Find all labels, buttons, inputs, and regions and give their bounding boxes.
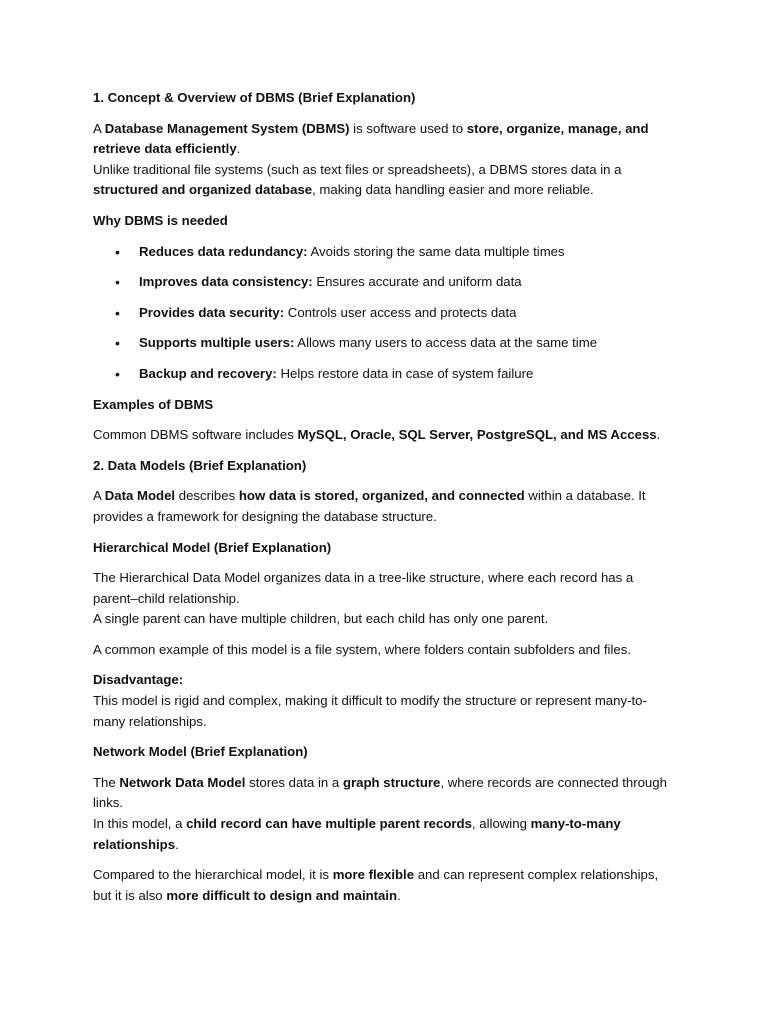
bold-run: more difficult to design and maintain xyxy=(166,887,398,903)
hierarchical-p2: A single parent can have multiple children, but each child has only one parent. xyxy=(93,611,549,627)
text-run: stores data in a xyxy=(245,774,343,790)
bold-run: Data Model xyxy=(104,488,176,504)
bold-run: more flexible xyxy=(332,867,415,883)
list-item xyxy=(93,303,678,324)
text-run: . xyxy=(236,141,241,157)
network-p1 xyxy=(93,773,678,814)
text-run: . xyxy=(175,836,179,852)
network-p3 xyxy=(93,865,678,906)
text-run: and can represent complex relationships, but it is also xyxy=(93,867,659,903)
dbms-comparison xyxy=(93,160,678,201)
bullet-text: Allows many users to access data at the same time xyxy=(294,335,598,351)
text-run: In this model, a xyxy=(93,816,187,832)
network-p2 xyxy=(93,814,678,855)
why-dbms-list xyxy=(93,242,678,385)
list-item xyxy=(93,242,678,263)
text-run: . xyxy=(656,427,661,443)
bullet-text: Helps restore data in case of system failure xyxy=(276,365,534,381)
bullet-text: Ensures accurate and uniform data xyxy=(312,274,522,290)
examples-paragraph xyxy=(93,425,678,446)
bold-run: Network Data Model xyxy=(119,774,246,790)
text-run: , making data handling easier and more reliable. xyxy=(312,182,594,198)
bullet-text: Controls user access and protects data xyxy=(284,304,517,320)
text-run: Compared to the hierarchical model, it is xyxy=(93,867,333,883)
text-run: A xyxy=(93,488,105,504)
bold-run: Database Management System (DBMS) xyxy=(104,120,350,136)
disadvantage-label xyxy=(93,670,678,691)
list-item xyxy=(93,272,678,293)
bold-run: child record can have multiple parent records xyxy=(186,816,472,832)
why-dbms-heading: Why DBMS is needed xyxy=(93,212,228,228)
section2-heading: 2. Data Models (Brief Explanation) xyxy=(93,457,307,473)
network-heading: Network Model (Brief Explanation) xyxy=(93,744,308,760)
bold-run: MySQL, Oracle, SQL Server, PostgreSQL, and MS Access xyxy=(297,427,657,443)
text-run: A xyxy=(93,120,105,136)
bullet-label: Improves data consistency: xyxy=(139,274,313,290)
text-run: Common DBMS software includes xyxy=(93,427,298,443)
bullet-label: Supports multiple users: xyxy=(139,335,295,351)
bullet-label: Backup and recovery: xyxy=(139,365,277,381)
text-run: is software used to xyxy=(349,120,467,136)
bold-run: many-to-many relationships xyxy=(93,816,621,852)
bullet-text: Avoids storing the same data multiple times xyxy=(307,243,565,259)
bold-run: how data is stored, organized, and connected xyxy=(238,488,525,504)
text-run: . xyxy=(397,887,401,903)
hierarchical-example: A common example of this model is a file system, where folders contain subfolders and files. xyxy=(93,641,632,657)
bold-run: store, organize, manage, and retrieve data efficiently xyxy=(93,120,649,157)
examples-heading: Examples of DBMS xyxy=(93,396,214,412)
disadvantage-text: This model is rigid and complex, making it difficult to modify the structure or represent many-to-many relationships. xyxy=(93,693,647,729)
bullet-label: Provides data security: xyxy=(139,304,285,320)
bold-run: Disadvantage: xyxy=(93,672,184,688)
data-model-definition xyxy=(93,486,678,527)
text-run: , where records are connected through links. xyxy=(93,774,667,811)
section1-heading: 1. Concept & Overview of DBMS (Brief Explanation) xyxy=(93,90,416,105)
bold-run: structured and organized database xyxy=(93,182,313,198)
text-run: The xyxy=(93,774,120,790)
text-run: Unlike traditional file systems (such as text files or spreadsheets), a DBMS stores data in a xyxy=(93,161,622,177)
dbms-definition xyxy=(93,119,678,160)
text-run: within a database. It provides a framework for designing the database structure. xyxy=(93,488,646,524)
hierarchical-heading: Hierarchical Model (Brief Explanation) xyxy=(93,539,332,555)
text-run: describes xyxy=(175,488,239,504)
hierarchical-p1: The Hierarchical Data Model organizes data in a tree-like structure, where each record has a parent–child relationship. xyxy=(93,570,634,606)
text-run: , allowing xyxy=(471,816,531,832)
list-item xyxy=(93,364,678,385)
bullet-label: Reduces data redundancy: xyxy=(139,243,308,259)
bold-run: graph structure xyxy=(342,774,441,790)
list-item xyxy=(93,333,678,354)
